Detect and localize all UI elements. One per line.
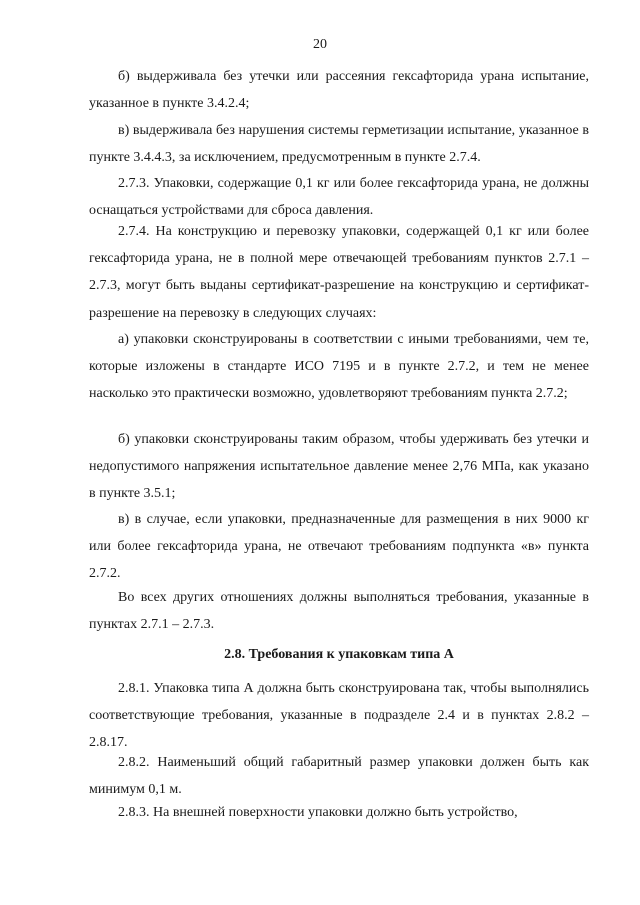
paragraph-v-9000kg: в) в случае, если упаковки, предназначенные для размещения в них 9000 кг или более гексафторида урана, не отвечают требованиям подпункта «в» пункта 2.7.2. bbox=[89, 512, 589, 582]
paragraph-2-7-4: 2.7.4. На конструкцию и перевозку упаковки, содержащей 0,1 кг или более гексафторида урана, не в полной мере отвечающей требованиям пунктов 2.7.1 – 2.7.3, могут быть выданы сертификат-разрешение на конструкцию и сертификат-разрешение на перевозку в следующих случаях: bbox=[89, 224, 589, 321]
paragraph-2-7-3: 2.7.3. Упаковки, содержащие 0,1 кг или более гексафторида урана, не должны оснащаться устройствами для сброса давления. bbox=[89, 176, 589, 219]
paragraph-other-requirements: Во всех других отношениях должны выполняться требования, указанные в пунктах 2.7.1 – 2.7.3. bbox=[89, 590, 589, 633]
paragraph-v-seal-test: в) выдерживала без нарушения системы герметизации испытание, указанное в пункте 3.4.4.3, за исключением, предусмотренным в пункте 2.7.4. bbox=[89, 123, 589, 166]
paragraph-b-test-pressure: б) упаковки сконструированы таким образом, чтобы удерживать без утечки и недопустимого напряжения испытательное давление менее 2,76 МПа, как указано в пункте 3.5.1; bbox=[89, 432, 589, 502]
paragraph-2-8-2: 2.8.2. Наименьший общий габаритный размер упаковки должен быть как минимум 0,1 м. bbox=[89, 755, 589, 798]
paragraph-2-8-1: 2.8.1. Упаковка типа А должна быть сконструирована так, чтобы выполнялись соответствующие требования, указанные в подразделе 2.4 и в пунктах 2.8.2 – 2.8.17. bbox=[89, 681, 589, 751]
page-number: 20 bbox=[313, 37, 327, 52]
section-heading-2-8: 2.8. Требования к упаковкам типа А bbox=[224, 647, 454, 662]
paragraph-2-8-3: 2.8.3. На внешней поверхности упаковки должно быть устройство, bbox=[118, 805, 518, 820]
paragraph-a-iso-7195: а) упаковки сконструированы в соответствии с иными требованиями, чем те, которые изложены в стандарте ИСО 7195 и в пункте 2.7.2, и тем не менее насколько это практически возможно, удовлетворяют требованиям пункта 2.7.2; bbox=[89, 332, 589, 402]
paragraph-b-leak-test: б) выдерживала без утечки или рассеяния гексафторида урана испытание, указанное в пункте 3.4.2.4; bbox=[89, 69, 589, 112]
